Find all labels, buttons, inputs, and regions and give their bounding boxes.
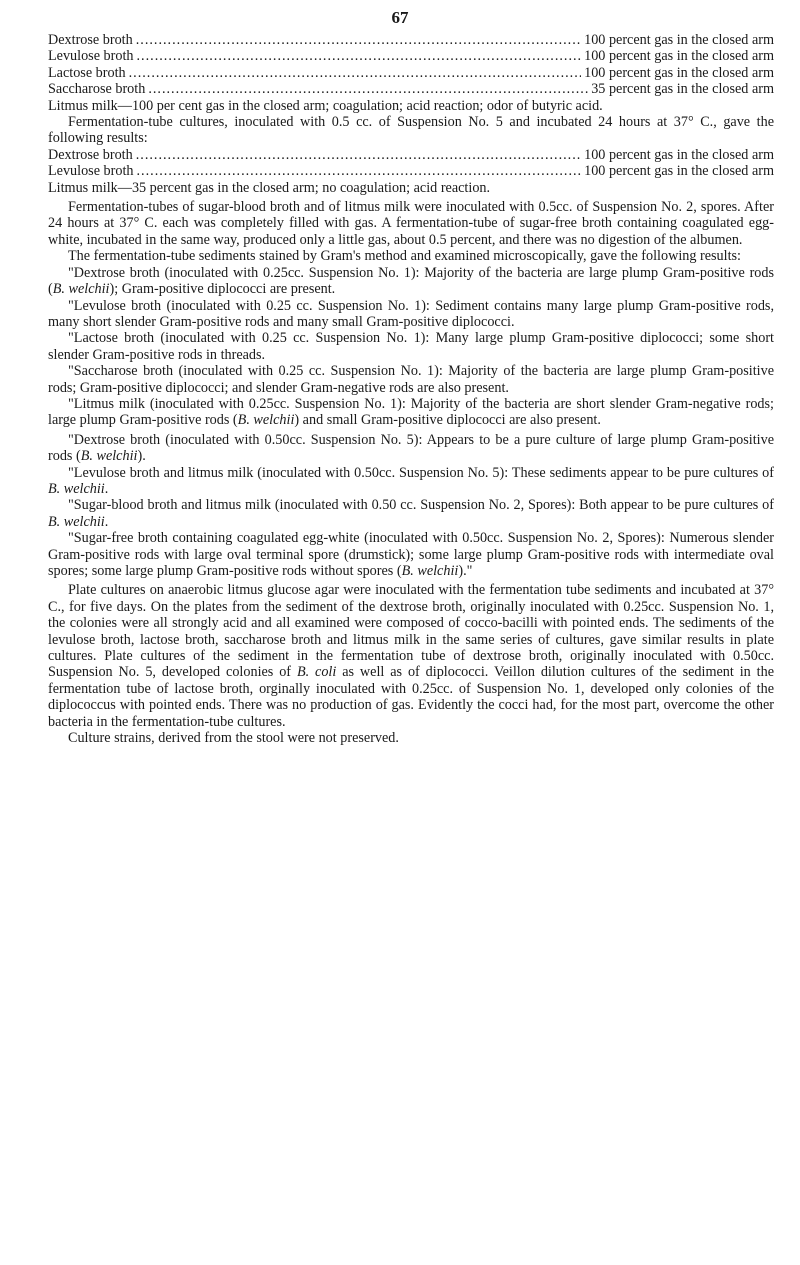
quote-sugar-free-broth: "Sugar-free broth containing coagulated egg-white (inoculated with 0.50cc. Suspension No. 2, Spores): Numerous slender Gram-positive rods with large oval terminal spore (drumstick); some large plump Gram-positive rods with intermediate oval spores; some large plump Gram-positive rods without spores (B. welchii)." — [48, 530, 774, 579]
result-row-dextrose — [48, 32, 774, 48]
species-name: B. coli — [296, 664, 337, 681]
paragraph-culture-strains: Culture strains, derived from the stool were not preserved. — [68, 730, 399, 747]
medium-label: Dextrose broth — [48, 146, 133, 163]
paragraph-suspension-5: Fermentation-tube cultures, inoculated with 0.5 cc. of Suspension No. 5 and incubated 24 hours at 37° C., gave the following results: — [48, 114, 774, 147]
species-name: B. welchii — [401, 563, 459, 579]
litmus-milk-result: Litmus milk—35 percent gas in the closed arm; no coagulation; acid reaction. — [48, 179, 491, 196]
dot-leader — [136, 147, 581, 163]
dot-leader — [136, 32, 581, 48]
page-number: 67 — [391, 8, 409, 27]
page-body — [48, 32, 774, 746]
quote-levulose-litmus-suspension-5: "Levulose broth and litmus milk (inoculated with 0.50cc. Suspension No. 5): These sediments appear to be pure cultures of B. welchii. — [48, 464, 774, 497]
quote-dextrose-broth-suspension-5: "Dextrose broth (inoculated with 0.50cc. Suspension No. 5): Appears to be a pure culture of large plump Gram-positive rods (B. welchii). — [48, 431, 774, 465]
dot-leader — [148, 81, 588, 97]
result-row-levulose — [48, 48, 774, 64]
dot-leader — [137, 163, 582, 179]
gas-result: 100 percent gas in the closed arm — [584, 163, 774, 180]
species-name: B. welchii — [80, 448, 138, 465]
gas-result: 100 percent gas in the closed arm — [584, 32, 774, 48]
dot-leader — [137, 48, 582, 64]
litmus-milk-result: Litmus milk—100 per cent gas in the closed arm; coagulation; acid reaction; odor of butyric acid. — [48, 97, 603, 114]
dot-leader — [129, 65, 582, 81]
gas-result: 100 percent gas in the closed arm — [584, 64, 774, 81]
medium-label: Lactose broth — [48, 64, 126, 81]
quote-lactose-broth: "Lactose broth (inoculated with 0.25 cc. Suspension No. 1): Many large plump Gram-positive diplococci; some short slender Gram-positive rods in threads. — [48, 330, 774, 363]
medium-label: Levulose broth — [48, 163, 134, 180]
medium-label: Levulose broth — [48, 48, 134, 65]
medium-label: Dextrose broth — [48, 32, 133, 48]
species-name: B. welchii — [48, 513, 105, 530]
gas-result: 100 percent gas in the closed arm — [584, 48, 774, 65]
paragraph-sugar-blood: Fermentation-tubes of sugar-blood broth and of litmus milk were inoculated with 0.5cc. of Suspension No. 2, spores. After 24 hours at 37° C. each was completely filled with gas. A fermentation-tube of sugar-free broth containing coagulated egg-white, incubated in the same way, produced only a little gas, about 0.5 percent, and there was no digestion of the albumen. — [48, 199, 774, 248]
quote-litmus-milk: "Litmus milk (inoculated with 0.25cc. Suspension No. 1): Majority of the bacteria are short slender Gram-negative rods; large plump Gram-positive rods (B. welchii) and small Gram-positive diplococci are also present. — [48, 395, 774, 429]
gas-result: 100 percent gas in the closed arm — [584, 146, 774, 163]
result-row-lactose — [48, 65, 774, 81]
species-name: B. welchii — [52, 281, 110, 298]
paragraph-plate-cultures: Plate cultures on anaerobic litmus glucose agar were inoculated with the fermentation tube sediments and incubated at 37° C., for five days. On the plates from the sediment of the dextrose broth, originally inoculated with 0.25cc. Suspension No. 1, the colonies were all strongly acid and all examined were composed of cocco-bacilli with pointed ends. The sediments of the levulose broth, lactose broth, saccharose broth and litmus milk in the same series of cultures, gave similar results in plate cultures. Plate cultures of the sediment in the fermentation tube of dextrose broth, originally inoculated with 0.50cc. Suspension No. 5, developed colonies of B. coli as well as of diplococci. Veillon dilution cultures of the sediment in the fermentation tube of lactose broth, orginally inoculated with 0.25cc. of Suspension No. 1, developed only colonies of the diplococcus with pointed ends. There was no production of gas. Evidently the cocci had, for the most part, overcome the other bacteria in the fermentation-tube cultures. — [48, 582, 774, 730]
result-row-levulose — [48, 163, 774, 179]
fermentation-results-block-1 — [48, 32, 774, 114]
quote-dextrose-broth: "Dextrose broth (inoculated with 0.25cc. Suspension No. 1): Majority of the bacteria are large plump Gram-positive rods (B. welchii); Gram-positive diplococci are present. — [48, 264, 774, 298]
species-name: B. welchii — [48, 480, 105, 497]
fermentation-results-block-2 — [48, 147, 774, 196]
quote-sugar-blood-suspension-2: "Sugar-blood broth and litmus milk (inoculated with 0.50 cc. Suspension No. 2, Spores): Both appear to be pure cultures of B. welchii. — [48, 497, 774, 530]
result-row-saccharose — [48, 81, 774, 97]
quote-saccharose-broth: "Saccharose broth (inoculated with 0.25 cc. Suspension No. 1): Majority of the bacteria are large plump Gram-positive rods; Gram-positive diplococci; and slender Gram-negative rods are also present. — [48, 363, 774, 396]
quote-levulose-broth: "Levulose broth (inoculated with 0.25 cc. Suspension No. 1): Sediment contains many large plump Gram-positive rods, many short slender Gram-positive rods and many small Gram-positive diplococci. — [48, 297, 774, 330]
medium-label: Saccharose broth — [48, 81, 146, 98]
species-name: B. welchii — [237, 412, 295, 429]
paragraph-sediments: The fermentation-tube sediments stained by Gram's method and examined microscopically, gave the following results: — [68, 248, 741, 265]
result-row-dextrose — [48, 147, 774, 163]
gas-result: 35 percent gas in the closed arm — [591, 81, 774, 98]
